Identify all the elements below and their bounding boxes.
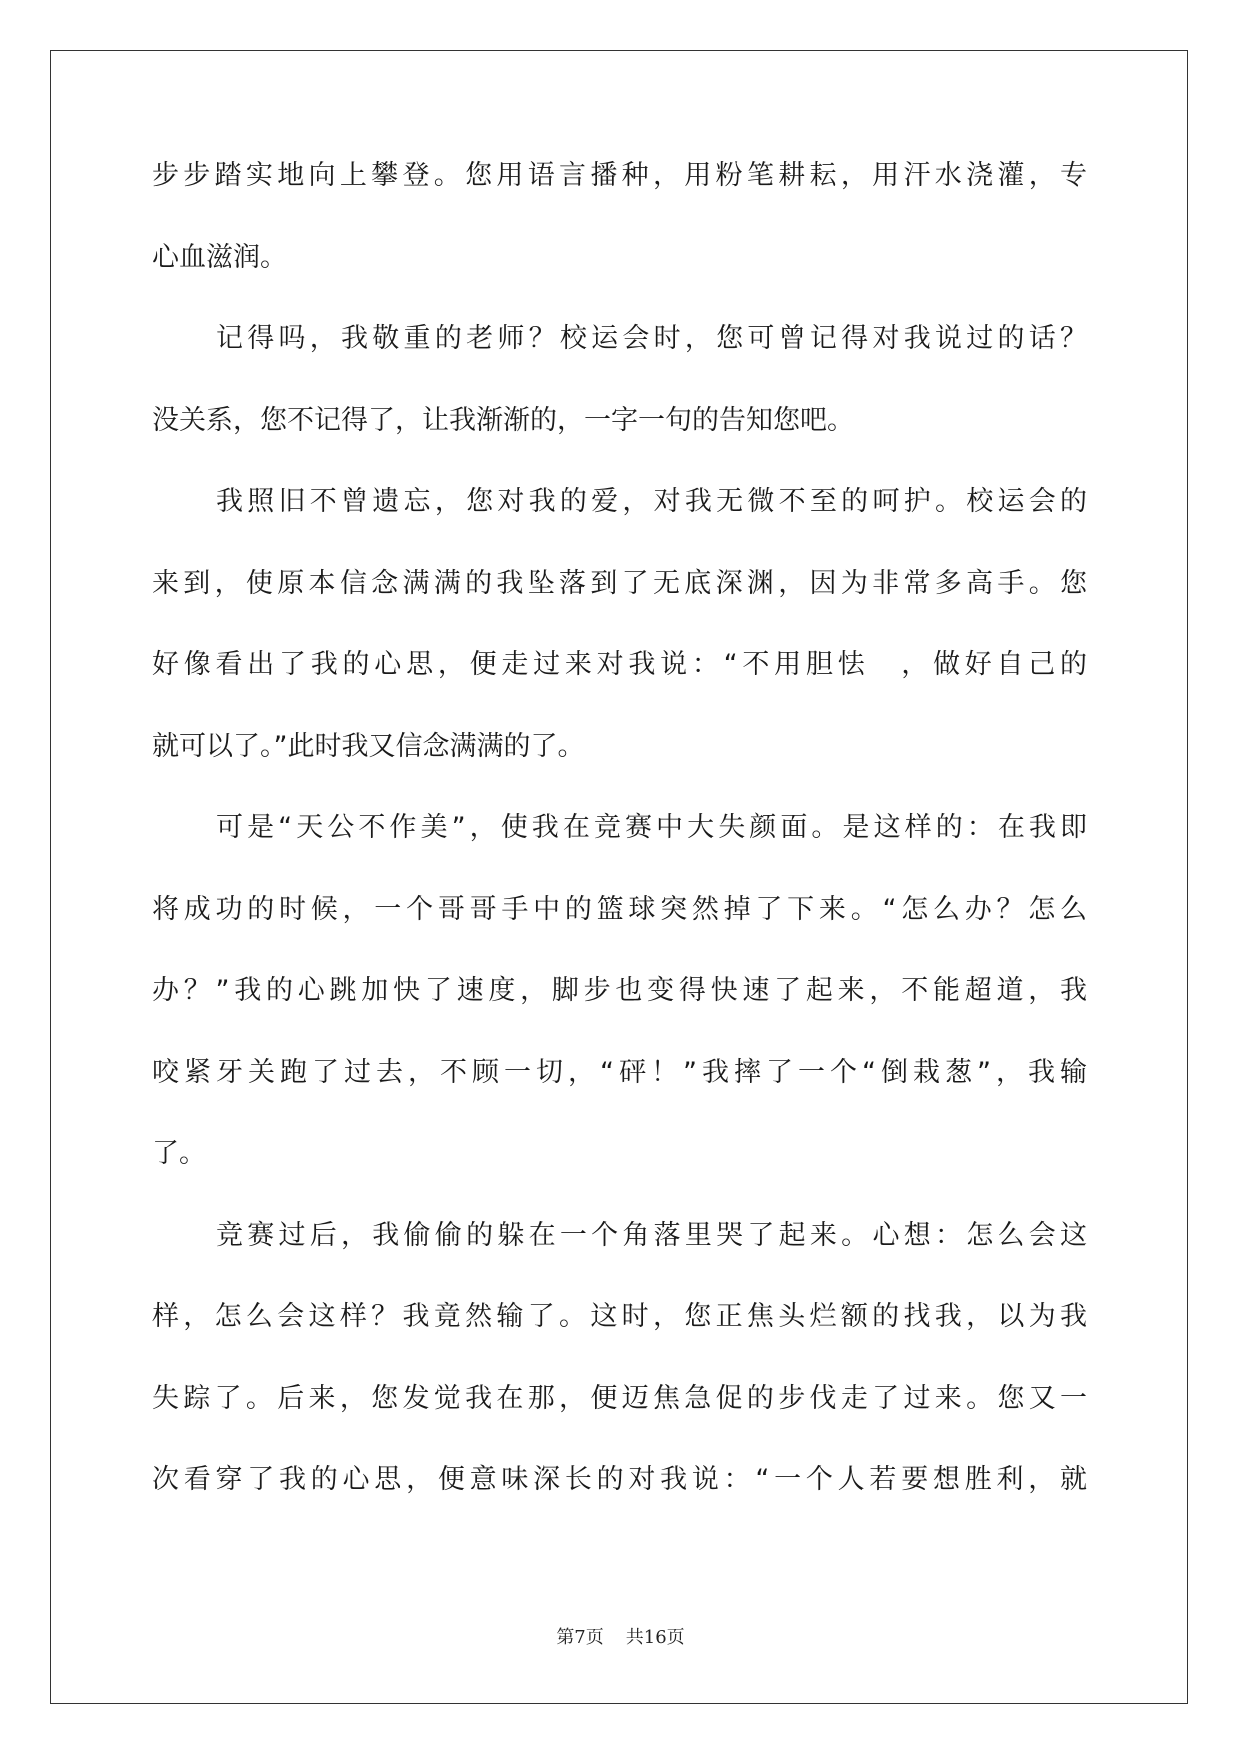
page-footer bbox=[0, 1623, 1241, 1649]
text-line: 没关系，您不记得了，让我渐渐的，一字一句的告知您吧。 bbox=[152, 404, 854, 436]
text-line: 失踪了。后来，您发觉我在那，便迈焦急促的步伐走了过来。您又一 bbox=[152, 1382, 1087, 1414]
page-total: 共16页 bbox=[625, 1627, 685, 1648]
document-body bbox=[152, 162, 1087, 1548]
text-line: 次看穿了我的心思，便意味深长的对我说：“一个人若要想胜利，就 bbox=[152, 1464, 1087, 1495]
text-line: 记得吗，我敬重的老师？校运会时，您可曾记得对我说过的话？ bbox=[216, 323, 1087, 354]
text-line: 步步踏实地向上攀登。您用语言播种，用粉笔耕耘，用汗水浇灌，专 bbox=[152, 160, 1087, 191]
page-number: 第7页 bbox=[556, 1627, 604, 1648]
text-line: 了。 bbox=[152, 1138, 206, 1169]
text-line: 办？”我的心跳加快了速度，脚步也变得快速了起来，不能超道，我 bbox=[152, 975, 1087, 1006]
text-line: 好像看出了我的心思，便走过来对我说：“不用胆怯 ，做好自己的 bbox=[152, 649, 1087, 680]
text-line: 可是“天公不作美”，使我在竞赛中大失颜面。是这样的：在我即 bbox=[216, 812, 1087, 843]
text-line: 就可以了。”此时我又信念满满的了。 bbox=[152, 730, 585, 762]
text-line: 咬紧牙关跑了过去，不顾一切，“砰！”我摔了一个“倒栽葱”，我输 bbox=[152, 1056, 1087, 1088]
text-line: 竞赛过后，我偷偷的躲在一个角落里哭了起来。心想：怎么会这 bbox=[216, 1219, 1087, 1251]
text-line: 来到，使原本信念满满的我坠落到了无底深渊，因为非常多高手。您 bbox=[152, 567, 1087, 599]
text-line: 我照旧不曾遗忘，您对我的爱，对我无微不至的呵护。校运会的 bbox=[216, 486, 1087, 517]
text-line: 将成功的时候，一个哥哥手中的篮球突然掉了下来。“怎么办？怎么 bbox=[152, 893, 1087, 925]
text-line: 样，怎么会这样？我竟然输了。这时，您正焦头烂额的找我，以为我 bbox=[152, 1301, 1087, 1332]
text-line: 心血滋润。 bbox=[152, 241, 287, 273]
